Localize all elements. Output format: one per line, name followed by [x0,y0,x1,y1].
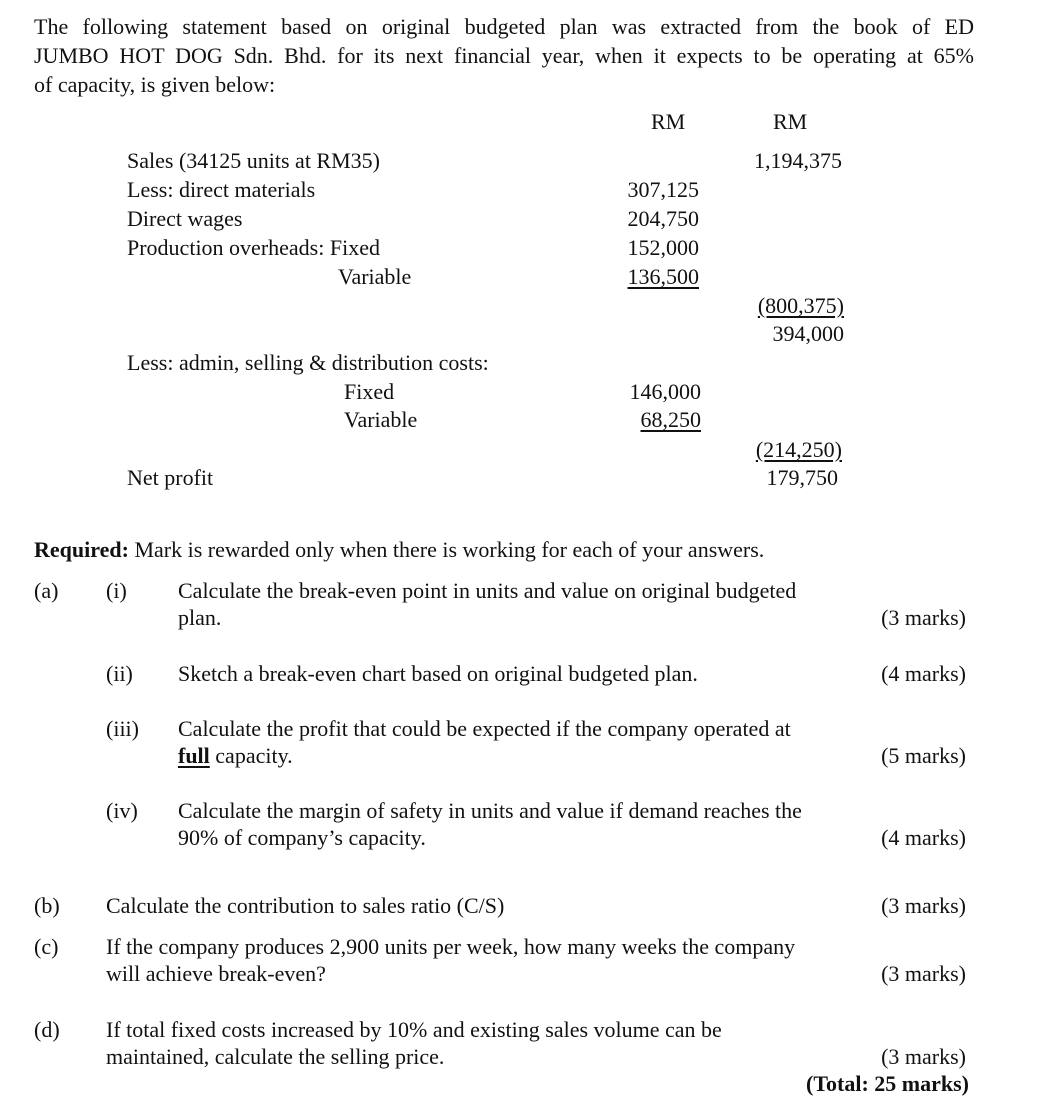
intro-paragraph [34,12,974,99]
row-value-production-overheads-fixed: 152,000 [627,235,699,260]
row-value-direct-materials: 307,125 [627,177,699,202]
intro-line-3: of capacity, is given below: [34,72,276,97]
required-label: Required: [34,537,129,562]
question-a-iv-number: (iv) [106,798,138,823]
row-label-admin-costs: Less: admin, selling & distribution costs: [127,350,489,375]
question-b-label: (b) [34,893,60,918]
row-value-gross-profit: 394,000 [772,321,844,346]
question-b-line-1: Calculate the contribution to sales ratio (C/S) [106,893,505,918]
row-label-direct-materials: Less: direct materials [127,177,316,202]
question-a-iv-marks: (4 marks) [881,825,966,850]
question-a-iii-line-2-rest: capacity. [209,743,293,768]
row-value-production-overheads-variable: 136,500 [627,264,699,289]
question-a-i-number: (i) [106,578,127,603]
question-a-iv-line-2: 90% of company’s capacity. [178,825,426,850]
question-a-iii-marks: (5 marks) [881,743,966,768]
question-d-line-2: maintained, calculate the selling price. [106,1044,445,1069]
row-label-production-overheads-fixed: Production overheads: Fixed [127,235,380,260]
row-value-admin-fixed: 146,000 [629,379,701,404]
row-value-direct-wages: 204,750 [627,206,699,231]
row-value-admin-variable: 68,250 [640,407,701,432]
intro-line-2: JUMBO HOT DOG Sdn. Bhd. for its next financial year, when it expects to be operating at 65% [34,43,974,68]
intro-line-1: The following statement based on original budgeted plan was extracted from the book of ED [34,14,974,39]
question-a-i-marks: (3 marks) [881,605,966,630]
row-value-total-admin-costs: (214,250) [755,437,842,462]
question-c-line-1: If the company produces 2,900 units per week, how many weeks the company [106,934,796,959]
question-b-marks: (3 marks) [881,893,966,918]
required-line [34,536,764,564]
row-value-sales: 1,194,375 [754,148,842,173]
question-a-ii-marks: (4 marks) [881,661,966,686]
col-header-rm-2: RM [773,109,808,134]
question-c-line-2: will achieve break-even? [106,961,326,986]
row-label-sales: Sales (34125 units at RM35) [127,148,380,173]
question-a-iii-number: (iii) [106,716,139,741]
row-label-production-overheads-variable: Variable [338,264,412,289]
question-a-iii-line-1: Calculate the profit that could be expected if the company operated at [178,716,791,741]
row-label-admin-fixed: Fixed [344,379,395,404]
col-header-rm-1: RM [651,109,686,134]
question-a-ii-number: (ii) [106,661,133,686]
row-label-direct-wages: Direct wages [127,206,243,231]
question-a-iii-emphasis: full [178,743,210,768]
question-c-marks: (3 marks) [881,961,966,986]
question-a-i-line-1: Calculate the break-even point in units and value on original budgeted [178,578,797,603]
question-d-line-1: If total fixed costs increased by 10% and existing sales volume can be [106,1017,722,1042]
row-value-total-production-costs: (800,375) [757,293,844,318]
question-c-label: (c) [34,934,59,959]
question-a-ii-line-1: Sketch a break-even chart based on original budgeted plan. [178,661,698,686]
question-d-marks: (3 marks) [881,1044,966,1069]
row-label-net-profit: Net profit [127,465,214,490]
question-a-iii-line-2 [178,742,293,769]
row-label-admin-variable: Variable [344,407,418,432]
question-a-label: (a) [34,578,59,603]
question-a-i-line-2: plan. [178,605,222,630]
question-a-iv-line-1: Calculate the margin of safety in units and value if demand reaches the [178,798,802,823]
total-marks: (Total: 25 marks) [806,1071,969,1096]
question-d-label: (d) [34,1017,60,1042]
required-text: Mark is rewarded only when there is working for each of your answers. [128,537,765,562]
row-value-net-profit: 179,750 [766,465,838,490]
